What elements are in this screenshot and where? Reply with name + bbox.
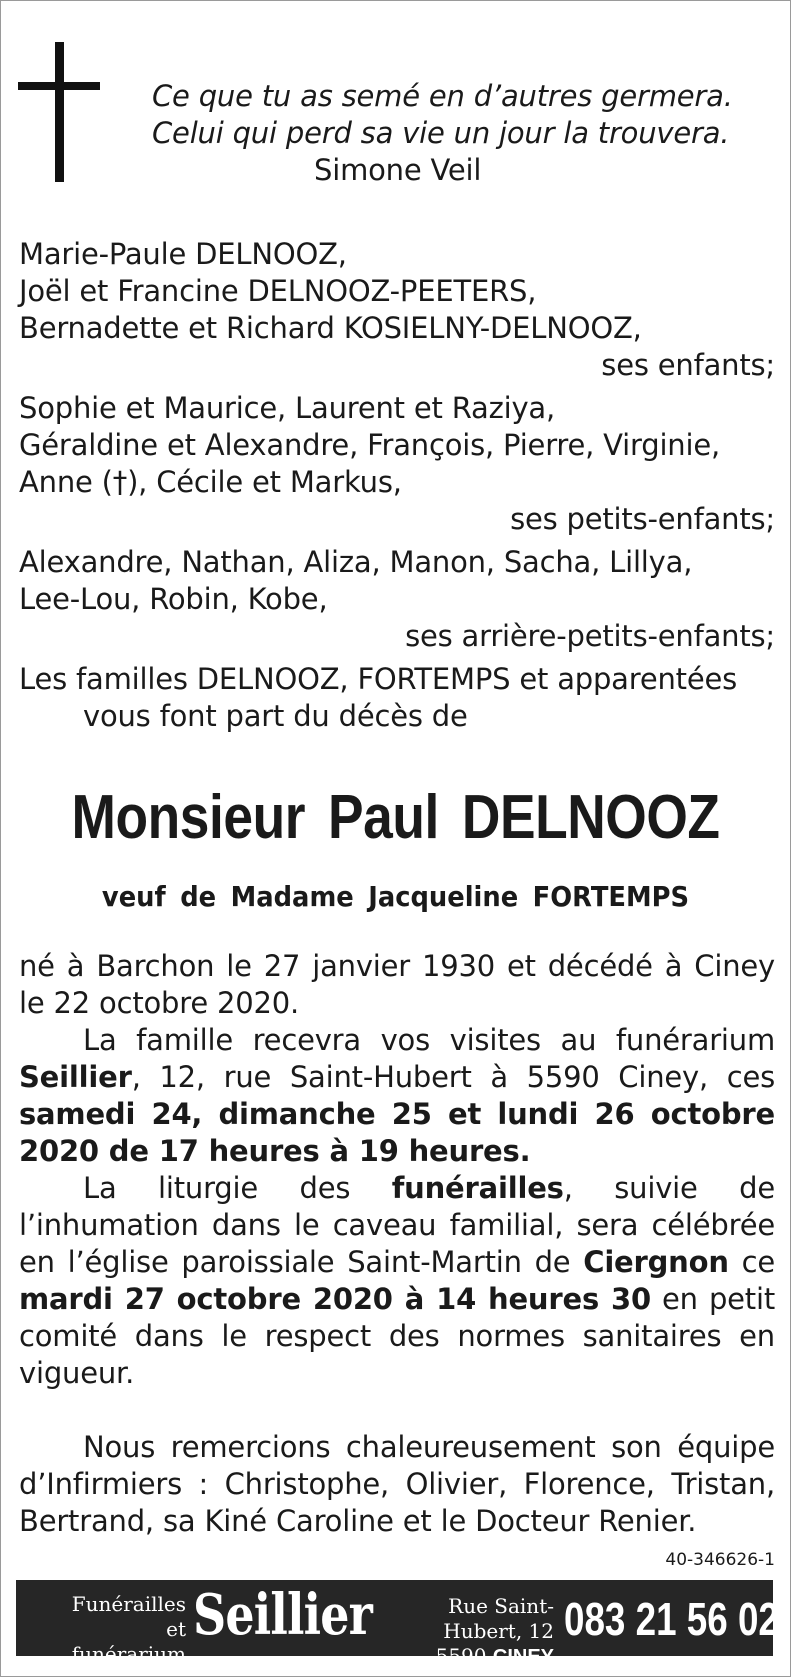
family-list — [19, 236, 775, 735]
grandchild-line: Anne (†), Cécile et Markus, — [19, 465, 402, 499]
child-line: Marie-Paule DELNOOZ, — [19, 237, 347, 271]
child-line: Joël et Francine DELNOOZ-PEETERS, — [19, 274, 537, 308]
funeral-home-banner — [16, 1580, 779, 1668]
quote-line-2: Celui qui perd sa vie un jour la trouvera. — [152, 116, 730, 150]
announce-line: vous font part du décès de — [83, 699, 468, 733]
quote-line-1: Ce que tu as semé en d’autres germera. — [152, 79, 733, 113]
families-line: Les familles DELNOOZ, FORTEMPS et apparentées — [19, 662, 738, 696]
banner-phone: 083 21 56 02 — [564, 1593, 779, 1645]
banner-brand: Seillier — [193, 1582, 373, 1648]
deceased-name: Monsieur Paul DELNOOZ — [71, 783, 720, 852]
grandchild-line: Géraldine et Alexandre, François, Pierre, Virginie, — [19, 428, 721, 462]
grandchildren-role: ses petits-enfants; — [510, 502, 775, 536]
liturgy-info: La liturgie des funérailles, suivie de l’inhumation dans le caveau familial, sera célébrée en l’église paroissiale Saint-Martin de Ciergnon ce mardi 27 octobre 2020 à 14 heures 30 en petit comité dans le respect des normes sanitaires en vigueur. — [19, 1171, 776, 1390]
banner-tagline: Funérailles et funérarium — [71, 1592, 186, 1666]
cross-icon — [18, 42, 100, 182]
quote-author: Simone Veil — [314, 153, 482, 187]
funeral-details — [19, 948, 775, 1540]
thanks-info: Nous remercions chaleureusement son équipe d’Infirmiers : Christophe, Olivier, Florence, Tristan, Bertrand, sa Kiné Caroline et le Docteur Renier. — [19, 1430, 775, 1538]
birth-death-info: né à Barchon le 27 janvier 1930 et décédé à Ciney le 22 octobre 2020. — [19, 949, 775, 1020]
widow-of: veuf de Madame Jacqueline FORTEMPS — [101, 880, 690, 913]
children-role: ses enfants; — [601, 348, 775, 382]
great-grandchild-line: Alexandre, Nathan, Aliza, Manon, Sacha, Lillya, — [19, 545, 693, 579]
great-grandchildren-role: ses arrière-petits-enfants; — [405, 619, 775, 653]
reference-number: 40-346626-1 — [665, 1550, 775, 1570]
epigraph — [152, 78, 733, 189]
visit-info: La famille recevra vos visites au funérarium Seillier, 12, rue Saint-Hubert à 5590 Ciney, ces samedi 24, dimanche 25 et lundi 26 octobre 2020 de 17 heures à 19 heures. — [19, 1023, 775, 1168]
child-line: Bernadette et Richard KOSIELNY-DELNOOZ, — [19, 311, 642, 345]
banner-address: Rue Saint-Hubert, 12 5590 CINEY — [435, 1594, 554, 1668]
grandchild-line: Sophie et Maurice, Laurent et Raziya, — [19, 391, 556, 425]
great-grandchild-line: Lee-Lou, Robin, Kobe, — [19, 582, 328, 616]
